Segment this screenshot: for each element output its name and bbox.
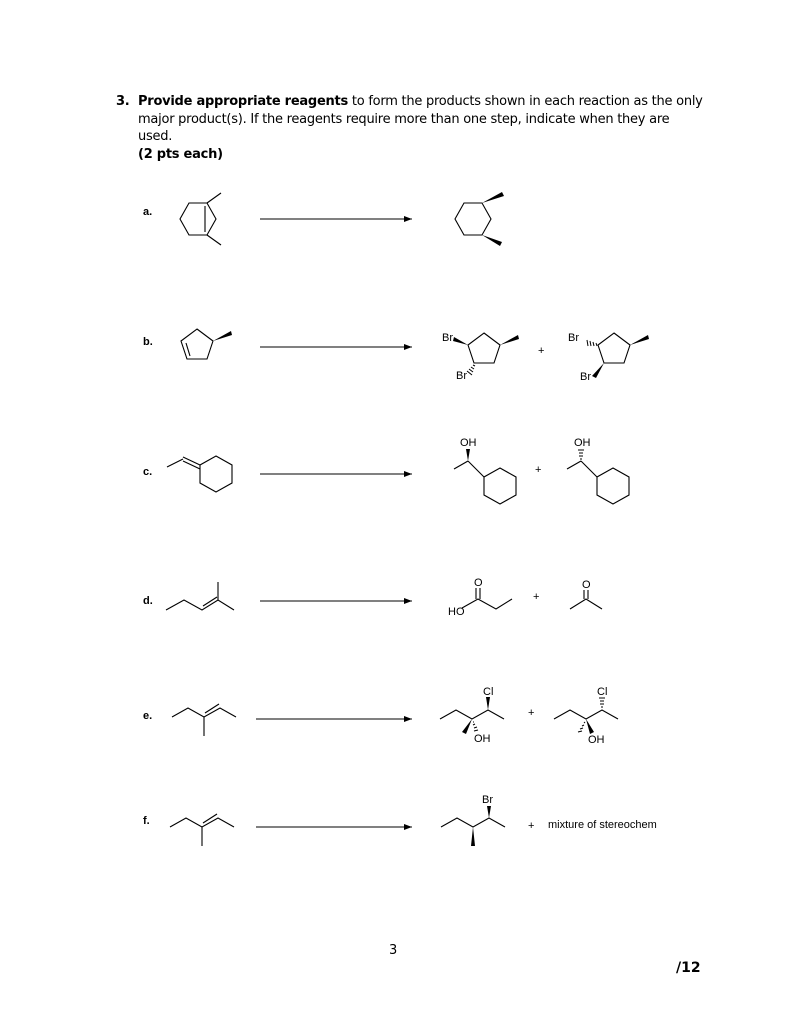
reactant-f-methylpentene	[170, 814, 234, 846]
product-c2-cyclohexylethanol	[567, 450, 629, 504]
product-a-cis-dimethylcyclohexane	[455, 192, 504, 246]
reaction-b-label: b.	[143, 336, 153, 348]
question-instructions: to form the products shown in each reaction as the only major product(s). If the reagents require more than one step, indicate when they are used.	[138, 94, 703, 144]
reactant-c-ethylidenecyclohexane	[167, 456, 232, 492]
atom-label-oh: OH	[460, 437, 477, 449]
atom-label-br: Br	[482, 794, 493, 806]
atom-label-cl: Cl	[597, 686, 608, 698]
page-number: 3	[389, 943, 398, 958]
product-e1-chlorohydrin	[440, 697, 504, 734]
question-points: (2 pts each)	[138, 146, 223, 162]
product-d1-propanoic-acid	[462, 588, 512, 609]
atom-label-br: Br	[580, 371, 591, 383]
reaction-f-label: f.	[143, 815, 150, 827]
product-e2-chlorohydrin	[554, 698, 618, 734]
question-bold-lead: Provide appropriate reagents	[138, 94, 349, 109]
product-d2-acetone	[570, 590, 602, 609]
product-b1-dibromo-methylcyclopentane	[453, 333, 519, 375]
reactant-b-methylcyclopentene	[181, 329, 232, 359]
plus-sign: +	[533, 591, 540, 603]
atom-label-oh: OH	[588, 734, 605, 746]
product-c1-cyclohexylethanol	[454, 449, 516, 504]
atom-label-br: Br	[442, 332, 453, 344]
plus-sign: +	[528, 820, 535, 832]
atom-label-cl: Cl	[483, 686, 494, 698]
atom-label-o: O	[582, 579, 591, 591]
product-f-bromo-methylpentane	[441, 806, 505, 846]
mixture-note: mixture of stereochem	[548, 819, 657, 831]
reaction-d-label: d.	[143, 595, 153, 607]
atom-label-o: O	[474, 577, 483, 589]
reactant-e-methylpentene	[172, 704, 236, 736]
reaction-a-label: a.	[143, 206, 153, 218]
reaction-c-label: c.	[143, 466, 153, 478]
product-b2-dibromo-methylcyclopentane	[587, 333, 649, 378]
question-number: 3.	[116, 94, 130, 109]
reactant-d-methylpentene	[166, 582, 234, 610]
atom-label-oh: OH	[474, 733, 491, 745]
score-total: /12	[676, 960, 701, 976]
plus-sign: +	[538, 345, 545, 357]
atom-label-oh: OH	[574, 437, 591, 449]
atom-label-br: Br	[456, 370, 467, 382]
atom-label-ho: HO	[448, 606, 465, 618]
reaction-e-label: e.	[143, 710, 153, 722]
atom-label-br: Br	[568, 332, 579, 344]
plus-sign: +	[535, 464, 542, 476]
plus-sign: +	[528, 707, 535, 719]
reactant-a-dimethylcyclohexene	[180, 193, 221, 245]
